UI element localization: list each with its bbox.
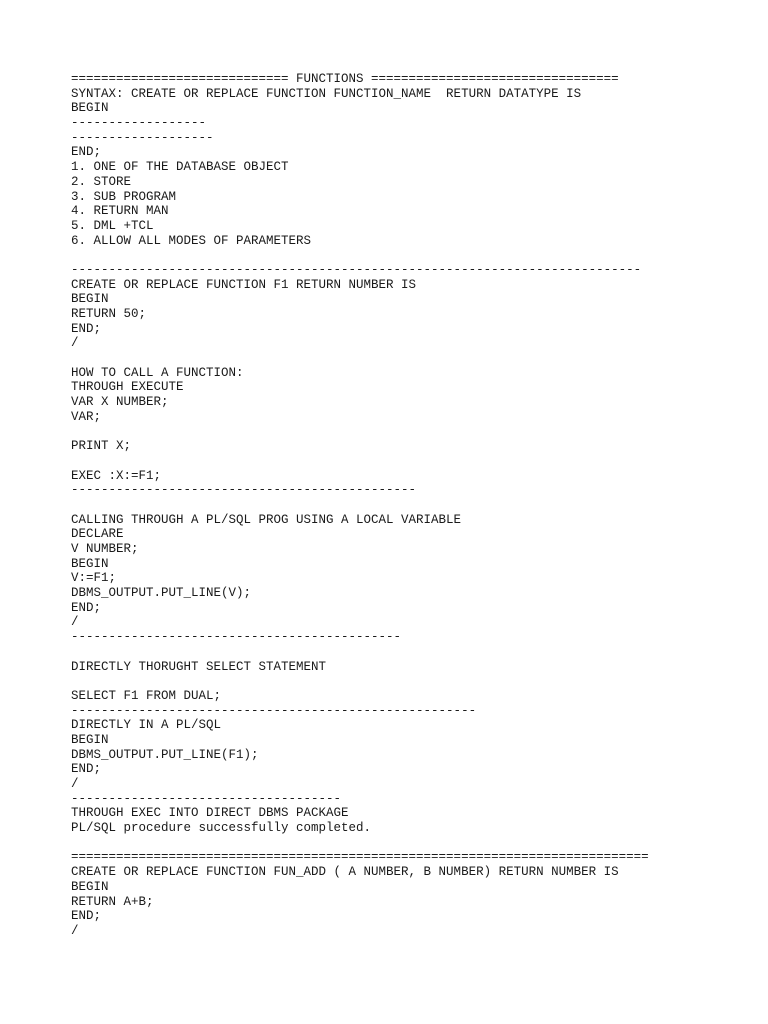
text-line: PRINT X;	[71, 439, 132, 454]
text-line: ----------------------------------------------------------------------------	[71, 262, 642, 277]
text-line: /	[71, 923, 79, 938]
text-line: 6. ALLOW ALL MODES OF PARAMETERS	[71, 233, 312, 248]
text-line: VAR;	[71, 409, 102, 424]
text-line: ------------------------------------	[71, 791, 342, 806]
text-line: V NUMBER;	[71, 542, 139, 556]
text-line	[71, 836, 761, 851]
text-line: BEGIN	[71, 556, 109, 571]
text-line: ============================= FUNCTIONS =================================	[71, 72, 619, 86]
text-line: 1. ONE OF THE DATABASE OBJECT	[71, 160, 289, 175]
text-line: THROUGH EXEC INTO DIRECT DBMS PACKAGE	[71, 806, 349, 821]
text-line	[71, 674, 761, 689]
text-line: 2. STORE	[71, 174, 132, 189]
text-line: BEGIN	[71, 879, 109, 894]
text-line: BEGIN	[71, 292, 109, 307]
text-line: /	[71, 615, 79, 630]
text-line	[71, 645, 761, 660]
text-line: END;	[71, 600, 102, 615]
text-line: ------------------------------------------------------	[71, 703, 477, 718]
text-line: DIRECTLY IN A PL/SQL	[71, 718, 222, 733]
text-line: ----------------------------------------------	[71, 483, 417, 498]
text-line: SELECT F1 FROM DUAL;	[71, 688, 222, 703]
text-line	[71, 351, 761, 366]
text-line: PL/SQL procedure successfully completed.	[71, 821, 372, 836]
text-line: -------------------	[71, 130, 214, 145]
text-line: EXEC :X:=F1;	[71, 468, 162, 483]
text-line: DBMS_OUTPUT.PUT_LINE(V);	[71, 586, 252, 601]
text-line: V:=F1;	[71, 571, 117, 586]
text-line: DIRECTLY THORUGHT SELECT STATEMENT	[71, 659, 327, 674]
text-line	[71, 425, 761, 440]
text-line: END;	[71, 762, 102, 777]
text-line	[71, 454, 761, 469]
text-line	[71, 498, 761, 513]
text-line: END;	[71, 145, 102, 160]
text-line: RETURN A+B;	[71, 894, 154, 909]
text-line: =============================================================================	[71, 850, 649, 865]
text-line: BEGIN	[71, 732, 109, 747]
text-line: SYNTAX: CREATE OR REPLACE FUNCTION FUNCTION_NAME RETURN DATATYPE IS	[71, 86, 582, 101]
text-line: RETURN 50;	[71, 307, 147, 321]
text-line: CALLING THROUGH A PL/SQL PROG USING A LOCAL VARIABLE	[71, 512, 462, 527]
text-line: VAR X NUMBER;	[71, 395, 169, 410]
text-line: ------------------	[71, 116, 207, 131]
text-line: BEGIN	[71, 101, 109, 116]
text-line	[71, 248, 761, 263]
text-line: /	[71, 336, 79, 351]
text-line: DBMS_OUTPUT.PUT_LINE(F1);	[71, 747, 259, 762]
text-line: END;	[71, 321, 102, 336]
text-line: 5. DML +TCL	[71, 218, 154, 233]
document-page	[71, 72, 761, 939]
text-line: 3. SUB PROGRAM	[71, 189, 177, 204]
text-line: --------------------------------------------	[71, 630, 402, 645]
text-line: END;	[71, 909, 102, 924]
text-line: 4. RETURN MAN	[71, 204, 169, 219]
text-line: CREATE OR REPLACE FUNCTION F1 RETURN NUMBER IS	[71, 277, 417, 292]
text-line: /	[71, 777, 79, 791]
text-line: DECLARE	[71, 527, 124, 542]
text-line: HOW TO CALL A FUNCTION:	[71, 365, 244, 380]
text-line: THROUGH EXECUTE	[71, 380, 184, 395]
text-line: CREATE OR REPLACE FUNCTION FUN_ADD ( A NUMBER, B NUMBER) RETURN NUMBER IS	[71, 865, 619, 880]
